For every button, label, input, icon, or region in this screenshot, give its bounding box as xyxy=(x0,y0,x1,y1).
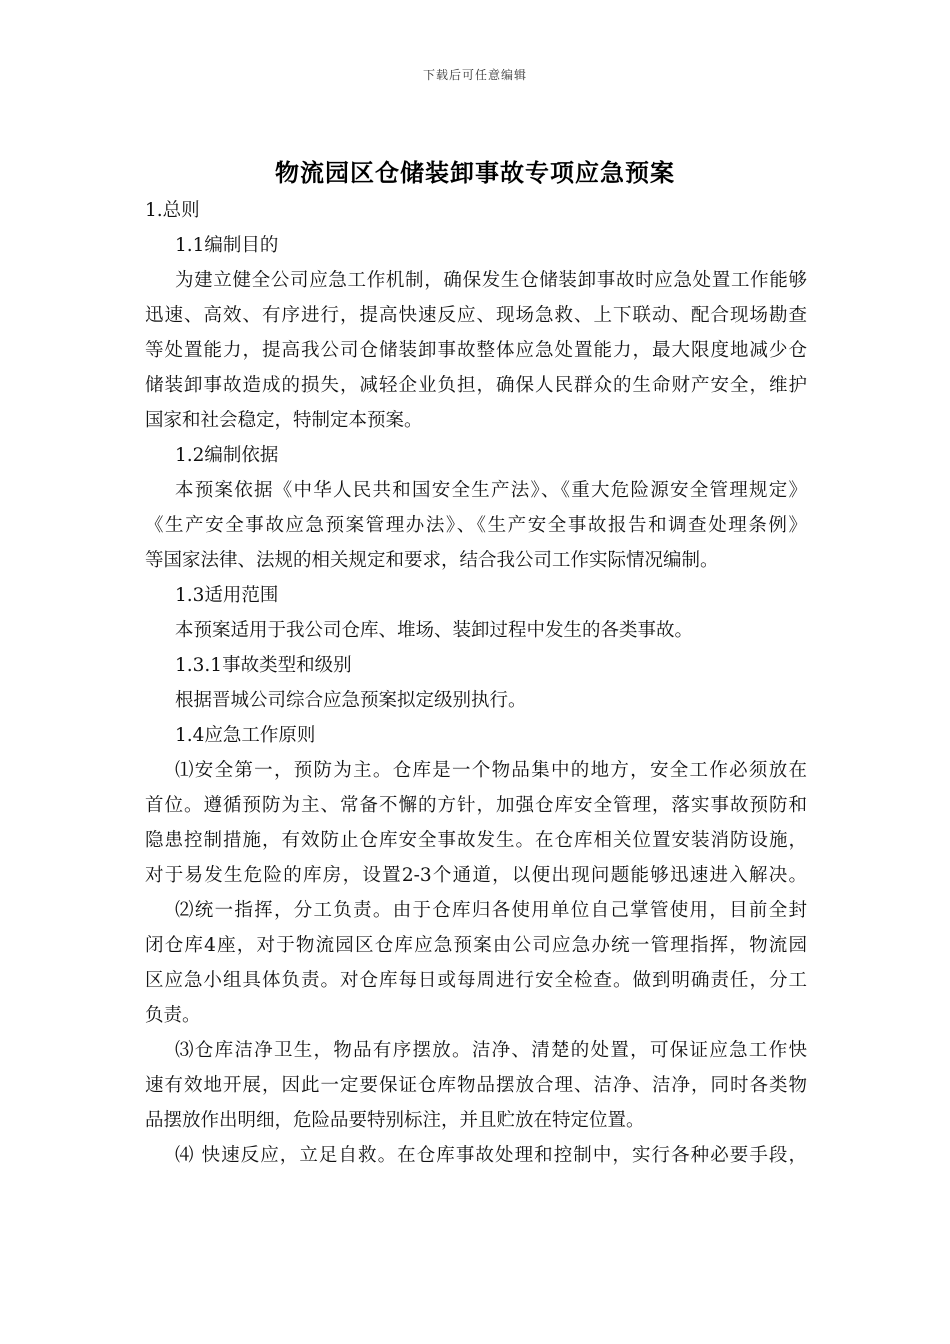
text-line: 迅速、高效、有序进行，提高快速反应、现场急救、上下联动、配合现场勘查 xyxy=(145,305,807,326)
text-line: 首位。遵循预防为主、常备不懈的方针，加强仓库安全管理，落实事故预防和 xyxy=(145,795,807,816)
text-line: 本预案适用于我公司仓库、堆场、装卸过程中发生的各类事故。 xyxy=(175,620,694,641)
text-line: 区应急小组具体负责。对仓库每日或每周进行安全检查。做到明确责任，分工 xyxy=(145,970,807,991)
text-line: 为建立健全公司应急工作机制，确保发生仓储装卸事故时应急处置工作能够 xyxy=(175,270,807,291)
text-line: 1.4应急工作原则 xyxy=(175,725,316,746)
text-line: 1.1编制目的 xyxy=(175,235,279,256)
text-line: 根据晋城公司综合应急预案拟定级别执行。 xyxy=(175,690,527,711)
header-note: 下载后可任意编辑 xyxy=(422,68,527,82)
text-line: ⑵统一指挥，分工负责。由于仓库归各使用单位自己掌管使用，目前全封 xyxy=(175,900,807,921)
text-line: 对于易发生危险的库房，设置2-3个通道，以便出现问题能够迅速进入解决。 xyxy=(145,865,807,886)
text-line: 隐患控制措施，有效防止仓库安全事故发生。在仓库相关位置安装消防设施， xyxy=(145,830,807,851)
text-line: 储装卸事故造成的损失，减轻企业负担，确保人民群众的生命财产安全，维护 xyxy=(145,375,807,396)
text-line: 《生产安全事故应急预案管理办法》、《生产安全事故报告和调查处理条例》 xyxy=(145,515,807,536)
text-line: 负责。 xyxy=(145,1005,201,1026)
text-line: 等处置能力，提高我公司仓储装卸事故整体应急处置能力，最大限度地减少仓 xyxy=(145,340,807,361)
text-line: 1.总则 xyxy=(145,200,200,221)
text-line: 本预案依据《中华人民共和国安全生产法》、《重大危险源安全管理规定》 xyxy=(175,480,807,501)
text-line: 速有效地开展，因此一定要保证仓库物品摆放合理、洁净、洁净，同时各类物 xyxy=(145,1075,807,1096)
document-title: 物流园区仓储装卸事故专项应急预案 xyxy=(275,158,675,187)
text-line: 等国家法律、法规的相关规定和要求，结合我公司工作实际情况编制。 xyxy=(145,550,719,571)
text-line: 1.3适用范围 xyxy=(175,585,279,606)
text-line: 国家和社会稳定，特制定本预案。 xyxy=(145,410,423,431)
text-line: 闭仓库4座，对于物流园区仓库应急预案由公司应急办统一管理指挥，物流园 xyxy=(145,935,807,956)
text-line: 1.3.1事故类型和级别 xyxy=(175,655,352,676)
document-body xyxy=(145,197,807,1177)
text-line: ⑴安全第一，预防为主。仓库是一个物品集中的地方，安全工作必须放在 xyxy=(175,760,807,781)
text-line: ⑷ 快速反应，立足自救。在仓库事故处理和控制中，实行各种必要手段， xyxy=(175,1145,807,1166)
text-line: 品摆放作出明细，危险品要特别标注，并且贮放在特定位置。 xyxy=(145,1110,645,1131)
text-line: 1.2编制依据 xyxy=(175,445,279,466)
text-line: ⑶仓库洁净卫生，物品有序摆放。洁净、清楚的处置，可保证应急工作快 xyxy=(175,1040,807,1061)
